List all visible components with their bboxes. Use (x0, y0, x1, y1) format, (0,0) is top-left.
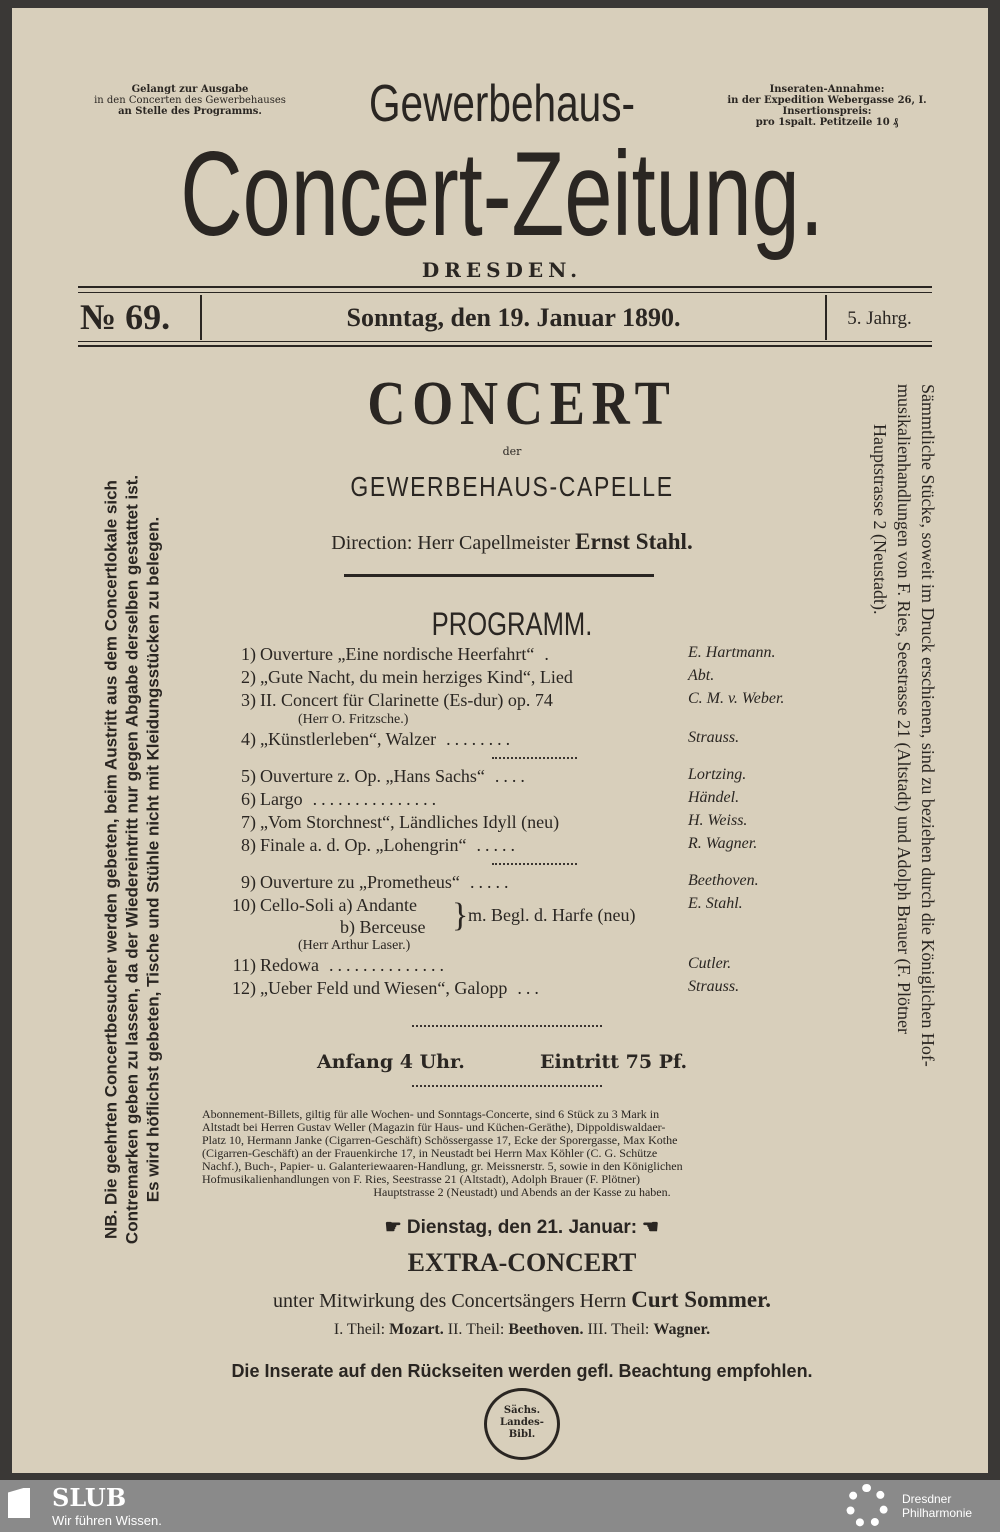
program-item (230, 895, 820, 939)
item-title-line (260, 835, 680, 856)
slub-tagline: Wir führen Wissen. (52, 1513, 162, 1528)
item-title-line (260, 667, 680, 688)
item-composer: E. Stahl. (688, 895, 743, 912)
footer-bar (0, 1480, 1000, 1532)
brand-line: Dresdner (902, 1492, 952, 1506)
concert-title: CONCERT (367, 370, 677, 438)
distribution-note (78, 84, 302, 117)
note-line: an Stelle des Programms. (118, 106, 262, 117)
part-composer: Beethoven. (508, 1321, 584, 1338)
item-title: „Gute Nacht, du mein herziges Kind“, Lied (260, 667, 573, 687)
masthead-title: Concert-Zeitung. (180, 127, 824, 261)
text-line: Altstadt bei Herren Gustav Weller (Magazin für Haus- und Küchen-Geräthe), Dippoldiswaldaer- (202, 1120, 666, 1134)
item-number: 10) (232, 895, 256, 915)
item-dots: .... (494, 766, 529, 786)
text-line: Hofmusikalienhandlungen von F. Ries, Seestrasse 21 (Altstadt), Adolph Brauer (F. Plötner) (202, 1172, 641, 1186)
program-item (230, 835, 820, 858)
note-line: Insertionspreis: (782, 106, 872, 117)
part-composer: Wagner. (653, 1321, 711, 1338)
item-title: „Ueber Feld und Wiesen“, Galopp (260, 978, 508, 998)
note-line: in der Expedition Webergasse 26, I. (727, 95, 927, 106)
text-line: (Cigarren-Geschäft) an der Frauenkirche 17, in Neustadt bei Herrn Max Köhler (C. G. Schütze (202, 1146, 658, 1160)
item-dots: .............. (328, 955, 448, 975)
item-number: 8) (241, 835, 256, 855)
item-title-line (260, 690, 680, 711)
text-line: Abonnement-Billets, giltig für alle Wochen- und Sonntags-Concerte, sind 6 Stück zu 3 Mark in (202, 1107, 660, 1121)
item-composer: Beethoven. (688, 872, 759, 889)
item-title-line (260, 812, 680, 833)
slub-book-icon (8, 1488, 30, 1518)
item-title: Finale a. d. Op. „Lohengrin“ (260, 835, 467, 855)
item-number: 7) (241, 812, 256, 832)
divider (230, 858, 820, 872)
item-composer: Cutler. (688, 955, 732, 972)
item-composer: Lortzing. (688, 766, 747, 783)
note-line: in den Concerten des Gewerbehauses (94, 95, 286, 106)
der-label: der (502, 445, 522, 458)
program-item (230, 667, 820, 690)
item-title: Redowa (260, 955, 319, 975)
side-line: Hauptstrasse 2 (Neustadt). (870, 424, 890, 615)
program-item (230, 766, 820, 789)
program-item (230, 644, 820, 667)
side-line: musikalienhandlungen von F. Ries, Seestrasse 21 (Altstadt) und Adolph Brauer (F. Plötner (894, 384, 914, 1035)
item-title: Largo (260, 789, 303, 809)
entry-price: Eintritt 75 Pf. (540, 1051, 688, 1073)
program-item (230, 955, 820, 978)
stamp-line: Landes- (500, 1417, 544, 1428)
city: DRESDEN. (421, 258, 583, 282)
singer-name: Curt Sommer. (631, 1287, 771, 1312)
item-performer: (Herr Arthur Laser.) (298, 938, 411, 953)
program-item (230, 978, 820, 1001)
item-accompaniment: m. Begl. d. Harfe (neu) (468, 905, 636, 925)
side-line: Contremarken geben zu lassen, da der Wiedereintritt nur gegen Abgabe derselben gestattet ist. (122, 474, 142, 1245)
part-label: I. Theil: (333, 1321, 386, 1338)
note-line: Inseraten-Annahme: (769, 84, 885, 95)
program-item (230, 872, 820, 895)
programm-heading: PROGRAMM. (431, 606, 593, 642)
item-number: 2) (241, 667, 256, 687)
left-side-note (101, 380, 164, 1340)
item-title: Ouverture z. Op. „Hans Sachs“ (260, 766, 485, 786)
item-title: Ouverture „Eine nordische Heerfahrt“ (260, 644, 535, 664)
with-text: unter Mitwirkung des Concertsängers Herrn (273, 1290, 627, 1312)
conductor-name: Ernst Stahl. (575, 529, 693, 554)
divider (230, 752, 820, 766)
orchestra-name: GEWERBEHAUS-CAPELLE (350, 471, 674, 502)
item-title: „Vom Storchnest“, Ländliches Idyll (neu) (260, 812, 560, 832)
item-composer: Strauss. (688, 729, 740, 746)
item-performer: (Herr O. Fritzsche.) (298, 712, 409, 727)
item-number: 9) (241, 872, 256, 892)
right-side-note (868, 384, 940, 1344)
philharmonie-sun-icon (846, 1484, 888, 1528)
side-line: Sämmtliche Stücke, soweit im Druck erschienen, sind zu beziehen durch die Königlichen Hof- (918, 384, 938, 1067)
item-dots: ........ (446, 729, 515, 749)
pointing-hand-left-icon: ☛ (642, 1217, 660, 1238)
item-composer: C. M. v. Weber. (688, 690, 785, 707)
issue-date: Sonntag, den 19. Januar 1890. (346, 303, 681, 332)
item-title-line (260, 729, 680, 750)
side-line: NB. Die geehrten Concertbesucher werden gebeten, beim Austritt aus dem Concertlokale sich (101, 480, 121, 1239)
inserate-note: Die Inserate auf den Rückseiten werden gefl. Beachtung empfohlen. (231, 1361, 813, 1381)
item-number: 4) (241, 729, 256, 749)
item-composer: H. Weiss. (688, 812, 748, 829)
part-composer: Mozart. (389, 1321, 444, 1338)
item-dots: . (544, 644, 553, 664)
item-composer: Abt. (688, 667, 715, 684)
part-label: III. Theil: (587, 1321, 650, 1338)
item-title: „Künstlerleben“, Walzer (260, 729, 437, 749)
item-composer: Händel. (688, 789, 740, 806)
item-title-line (260, 766, 680, 787)
start-time: Anfang 4 Uhr. (317, 1051, 465, 1073)
brace: } (452, 897, 469, 934)
program-item (230, 729, 820, 752)
program-list (230, 644, 820, 1001)
part-label: II. Theil: (447, 1321, 505, 1338)
brand-line: Philharmonie (902, 1506, 973, 1520)
volume: 5. Jahrg. (847, 308, 912, 329)
extra-concert-title: EXTRA-CONCERT (407, 1248, 637, 1277)
item-number: 5) (241, 766, 256, 786)
newspaper-page (12, 8, 988, 1473)
stamp-line: Bibl. (508, 1429, 536, 1440)
side-line: Es wird höflichst gebeten, Tische und Stühle nicht mit Kleidungsstücken zu belegen. (143, 516, 163, 1203)
item-dots: ..... (469, 872, 513, 892)
item-title: Ouverture zu „Prometheus“ (260, 872, 460, 892)
note-line: pro 1spalt. Petitzeile 10 ₰ (755, 117, 899, 128)
extra-date: Dienstag, den 21. Januar: (406, 1217, 638, 1238)
program-item (230, 812, 820, 835)
item-title-line (260, 872, 680, 893)
text-line: Hauptstrasse 2 (Neustadt) und Abends an der Kasse zu haben. (373, 1185, 671, 1199)
item-number: 3) (241, 690, 256, 710)
direction-label: Direction: Herr Capellmeister (331, 532, 571, 554)
item-title-line (260, 644, 680, 665)
item-dots: ............... (312, 789, 441, 809)
text-line: Nachf.), Buch-, Papier- u. Galanteriewaaren-Handlung, gr. Meissnerstr. 5, sowie in den Königlichen (202, 1159, 683, 1173)
pointing-hand-right-icon: ☛ (384, 1217, 402, 1238)
item-number: 1) (241, 644, 256, 664)
item-title-line (260, 955, 680, 976)
advertising-note (702, 84, 952, 128)
item-dots: ... (517, 978, 543, 998)
item-composer: Strauss. (688, 978, 740, 995)
direction (192, 528, 832, 557)
extra-parts (212, 1320, 832, 1340)
abonnement-text (202, 1108, 842, 1199)
philharmonie-logo[interactable] (902, 1492, 972, 1520)
extra-date-line (312, 1216, 732, 1240)
library-stamp (484, 1388, 560, 1460)
issue-number: № 69. (80, 297, 171, 337)
slub-logo[interactable]: SLUB (52, 1483, 127, 1512)
item-title-line (260, 789, 680, 810)
extra-with (182, 1286, 862, 1315)
item-title-2: b) Berceuse (340, 917, 426, 937)
item-dots: ..... (476, 835, 519, 855)
item-number: 6) (241, 789, 256, 809)
item-title: Cello-Soli a) Andante (260, 895, 417, 915)
item-title: II. Concert für Clarinette (Es-dur) op. 74 (260, 690, 553, 710)
item-number: 12) (232, 978, 256, 998)
item-title-line (260, 978, 680, 999)
item-composer: E. Hartmann. (688, 644, 776, 661)
note-line: Gelangt zur Ausgabe (131, 84, 249, 95)
item-number: 11) (232, 955, 256, 975)
masthead-top: Gewerbehaus- (368, 75, 636, 133)
program-item (230, 789, 820, 812)
stamp-line: Sächs. (503, 1405, 541, 1416)
program-item (230, 690, 820, 713)
text-line: Platz 10, Hermann Janke (Cigarren-Geschäft) Schössergasse 17, Ecke der Sporergasse, Max Kothe (202, 1133, 678, 1147)
item-composer: R. Wagner. (688, 835, 758, 852)
